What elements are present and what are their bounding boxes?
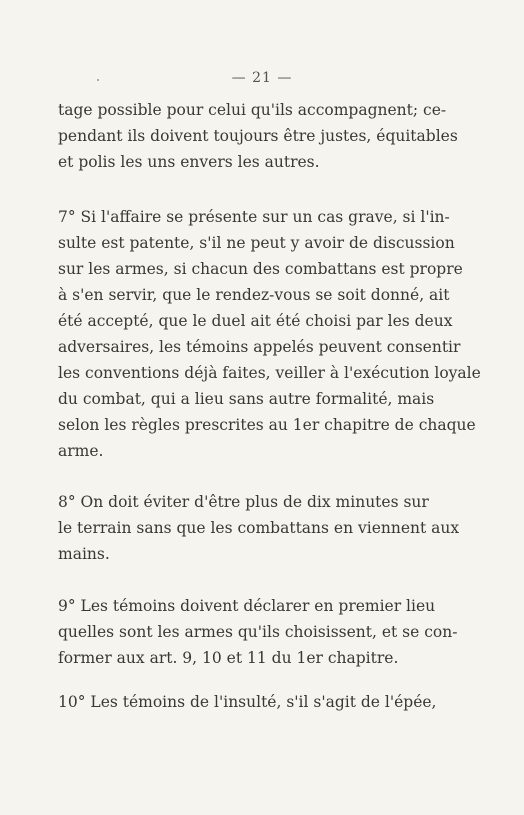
text-line: les conventions déjà faites, veiller à l'exécution loyale bbox=[58, 364, 481, 382]
text-line: le terrain sans que les combattans en viennent aux bbox=[58, 519, 460, 537]
text-line: 7° Si l'affaire se présente sur un cas grave, si l'in- bbox=[58, 208, 450, 226]
text-line: 9° Les témoins doivent déclarer en premier lieu bbox=[58, 597, 436, 615]
text-line: 10° Les témoins de l'insulté, s'il s'agit de l'épée, bbox=[58, 693, 437, 711]
text-line: été accepté, que le duel ait été choisi par les deux bbox=[58, 312, 453, 330]
text-line: à s'en servir, que le rendez-vous se soit donné, ait bbox=[58, 286, 450, 304]
text-line: arme. bbox=[58, 442, 104, 460]
text-line: sulte est patente, s'il ne peut y avoir de discussion bbox=[58, 234, 455, 252]
text-line: et polis les uns envers les autres. bbox=[58, 153, 320, 171]
text-line: quelles sont les armes qu'ils choisissent, et se con- bbox=[58, 623, 458, 641]
text-line: du combat, qui a lieu sans autre formalité, mais bbox=[58, 390, 435, 408]
page-number: — 21 — bbox=[231, 70, 293, 86]
text-line: pendant ils doivent toujours être justes, équitables bbox=[58, 127, 458, 145]
text-line: 8° On doit éviter d'être plus de dix minutes sur bbox=[58, 493, 429, 511]
text-line: sur les armes, si chacun des combattans est propre bbox=[58, 260, 463, 278]
text-line: tage possible pour celui qu'ils accompagnent; ce- bbox=[58, 101, 447, 119]
text-line: former aux art. 9, 10 et 11 du 1er chapitre. bbox=[58, 649, 399, 667]
text-line: mains. bbox=[58, 545, 110, 563]
text-line: adversaires, les témoins appelés peuvent consentir bbox=[58, 338, 461, 356]
text-line: selon les règles prescrites au 1er chapitre de chaque bbox=[58, 416, 476, 434]
